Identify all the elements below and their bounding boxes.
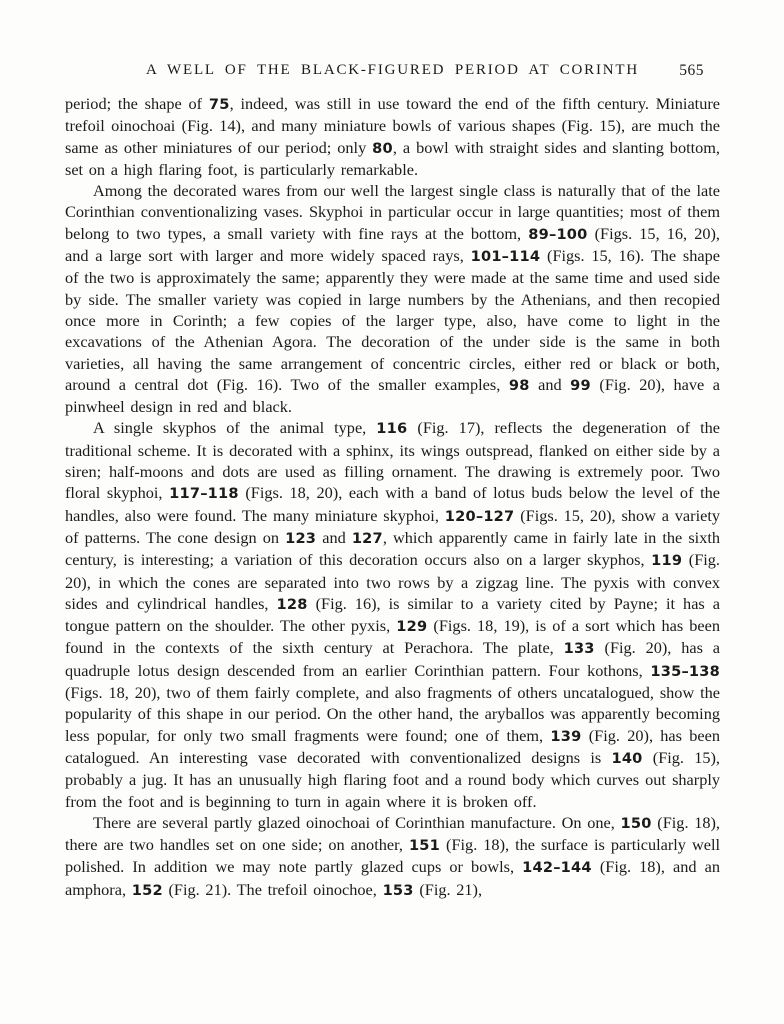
page-number: 565 xyxy=(679,62,704,79)
text-run: , indeed, was still in use toward the end of the fifth century. Miniature trefoil oinochoai (Fig. 14), and many miniature bowls of various shapes (Fig. 15), are much the same as other miniatures of our period; only xyxy=(65,94,720,157)
catalog-number: 135–138 xyxy=(650,662,720,680)
text-run: (Fig. 20), in which the cones are separated into two rows by a zigzag line. The pyxis with convex sides and cylindrical handles, xyxy=(65,550,720,613)
text-run: (Figs. 15, 16). The shape of the two is approximately the same; apparently they were made at the same time and used side by side. The smaller variety was copied in large numbers by the Athenians, and then recopied once more in Corinth; a few copies of the larger type, also, have come to light in the excavations of the Athenian Agora. The decoration of the under side is the same in both varieties, all having the same arrangement of concentric circles, either red or black or both, around a central dot (Fig. 16). Two of the smaller examples, xyxy=(65,246,721,394)
catalog-number: 80 xyxy=(372,139,393,157)
text-run: period; the shape of xyxy=(65,94,209,113)
catalog-number: 99 xyxy=(570,376,591,394)
text-run: A single skyphos of the animal type, xyxy=(93,418,377,438)
running-title: A WELL OF THE BLACK-FIGURED PERIOD AT CORINTH xyxy=(145,62,640,78)
catalog-number: 140 xyxy=(611,749,643,767)
catalog-number: 133 xyxy=(563,640,595,658)
catalog-number: 119 xyxy=(651,552,683,570)
text-run: (Fig. 18), and an amphora, xyxy=(65,857,720,899)
text-run: (Fig. 17), reflects the degeneration of the traditional scheme. It is decorated with a sphinx, its wings outspread, flanked on either side by a siren; half-moons and dots are used as filling ornament. The drawing is extremely poor. Two floral skyphoi, xyxy=(65,418,720,503)
text-run: (Fig. 20), has been catalogued. An interesting vase decorated with conventionalized designs is xyxy=(65,725,720,767)
text-run: (Figs. 18, 19), is of a sort which has been found in the contexts of the sixth century at Perachora. The plate, xyxy=(65,616,720,658)
text-run: Among the decorated wares from our well the largest single class is naturally that of the late Corinthian conventionalizing vases. Skyphoi in particular occur in large quantities; most of them belong to two types, a small variety with fine rays at the bottom, xyxy=(65,181,720,243)
catalog-number: 117–118 xyxy=(169,485,239,503)
catalog-number: 116 xyxy=(376,420,408,438)
text-run: (Fig. 16), is similar to a variety cited by Payne; it has a tongue pattern on the shoulder. The other pyxis, xyxy=(65,593,720,636)
text-run: (Figs. 18, 20), each with a band of lotus buds below the level of the handles, also were found. The many miniature skyphoi, xyxy=(65,483,720,525)
paragraph xyxy=(65,812,720,901)
text-run: and xyxy=(316,527,352,547)
text-run: (Fig. 21), xyxy=(413,879,483,899)
text-run: (Fig. 20), have a pinwheel design in red and black. xyxy=(65,374,721,417)
catalog-number: 75 xyxy=(208,96,230,113)
catalog-number: 142–144 xyxy=(522,859,592,877)
paragraph xyxy=(65,180,720,417)
catalog-number: 127 xyxy=(351,529,383,547)
paragraph xyxy=(65,417,720,811)
text-run: (Fig. 18), there are two handles set on one side; on another, xyxy=(65,812,720,855)
text-run: (Figs. 15, 20), show a variety of patterns. The cone design on xyxy=(65,505,720,547)
catalog-number: 120–127 xyxy=(444,507,515,525)
text-run: and xyxy=(529,374,571,394)
text-run: (Figs. 18, 20), two of them fairly complete, and also fragments of others uncatalogued, show the popularity of this shape in our period. On the other hand, the aryballos was apparently becoming less popular, for only two small fragments were found; one of them, xyxy=(65,683,720,745)
paragraph xyxy=(65,93,720,180)
catalog-number: 151 xyxy=(408,837,441,855)
text-run: , a bowl with straight sides and slanting bottom, set on a high flaring foot, is particularly remarkable. xyxy=(65,137,721,179)
catalog-number: 153 xyxy=(382,881,414,899)
page-header xyxy=(65,62,720,82)
text-run: (Fig. 21). The trefoil oinochoe, xyxy=(162,879,383,899)
catalog-number: 89–100 xyxy=(528,225,588,243)
text-run: (Fig. 18), the surface is particularly well polished. In addition we may note partly glazed cups or bowls, xyxy=(65,835,720,877)
catalog-number: 128 xyxy=(276,595,308,613)
catalog-number: 101–114 xyxy=(470,248,541,266)
catalog-number: 150 xyxy=(620,814,652,832)
text-run: , which apparently came in fairly late in the sixth century, is interesting; a variation of this decoration occurs also on a larger skyphos, xyxy=(65,527,720,570)
article-body xyxy=(65,93,720,901)
catalog-number: 98 xyxy=(508,376,530,394)
catalog-number: 152 xyxy=(131,881,163,899)
text-run: (Fig. 20), has a quadruple lotus design descended from an earlier Corinthian pattern. Four kothons, xyxy=(65,638,720,680)
text-run: (Figs. 15, 16, 20), and a large sort with larger and more widely spaced rays, xyxy=(65,223,720,266)
catalog-number: 123 xyxy=(285,529,317,547)
text-run: (Fig. 15), probably a jug. It has an unusually high flaring foot and a round body which curves out sharply from the foot and is beginning to turn in again where it is broken off. xyxy=(65,747,720,811)
catalog-number: 139 xyxy=(550,727,582,745)
catalog-number: 129 xyxy=(396,618,428,636)
text-run: There are several partly glazed oinochoai of Corinthian manufacture. On one, xyxy=(93,812,621,832)
